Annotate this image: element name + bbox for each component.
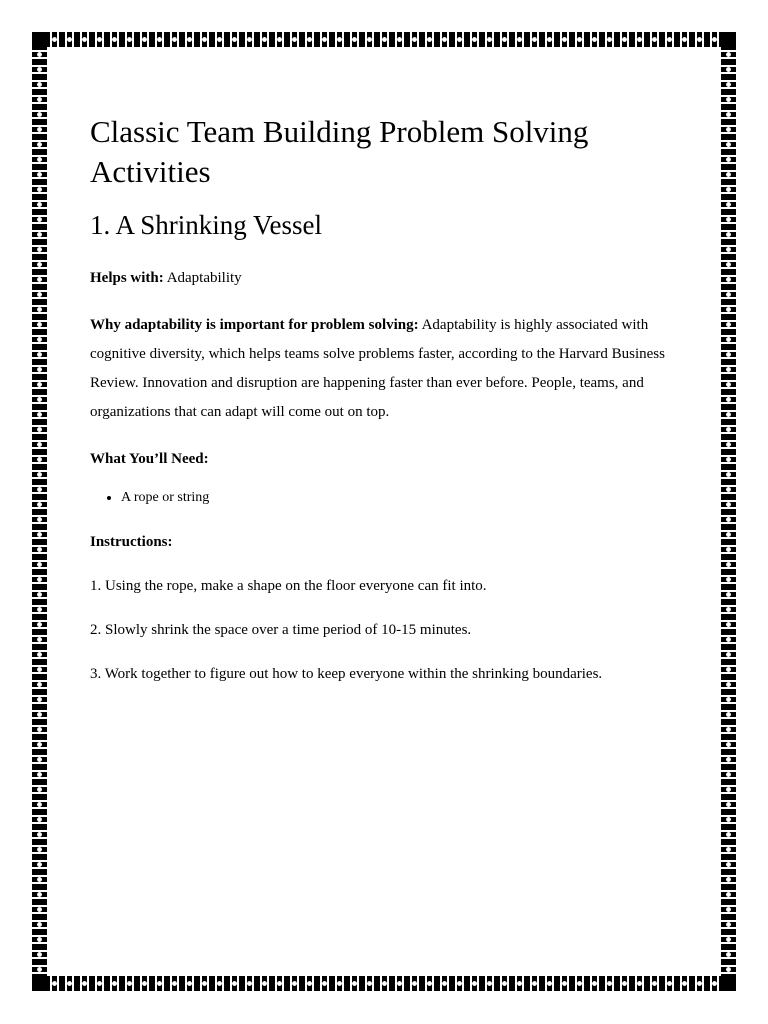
section-heading: 1. A Shrinking Vessel [90, 210, 323, 240]
instruction-step: 3. Work together to figure out how to keep everyone within the shrinking boundaries. [90, 666, 603, 682]
why-paragraph [90, 311, 680, 427]
instruction-step: 1. Using the rope, make a shape on the floor everyone can fit into. [90, 578, 487, 594]
why-text: Adaptability is highly associated with cognitive diversity, which helps teams solve problems faster, according to the Harvard Business Review. Innovation and disruption are happening faster than ever before. People, teams, and organizations that can adapt will come out on top. [90, 317, 665, 420]
decorative-border-left [32, 32, 47, 991]
need-label: What You’ll Need: [90, 451, 209, 467]
instructions-heading [90, 528, 680, 557]
instructions-label: Instructions: [90, 534, 173, 550]
list-item: • A rope or string [121, 484, 680, 512]
decorative-border-bottom [32, 976, 736, 991]
need-list [90, 484, 680, 512]
decorative-border-top [32, 32, 736, 47]
helps-with-label: Helps with: [90, 270, 164, 286]
need-heading [90, 445, 680, 474]
helps-with-value: Adaptability [163, 270, 242, 286]
helps-with-paragraph [90, 264, 680, 293]
border-corner-top-right [721, 32, 736, 47]
border-corner-bottom-left [32, 976, 47, 991]
document-content [90, 112, 680, 704]
instruction-step: 2. Slowly shrink the space over a time period of 10-15 minutes. [90, 622, 472, 638]
border-corner-bottom-right [721, 976, 736, 991]
why-label: Why adaptability is important for problem solving: [90, 317, 419, 333]
border-corner-top-left [32, 32, 47, 47]
decorative-border-right [721, 32, 736, 991]
document-title: Classic Team Building Problem Solving Activities [90, 114, 589, 189]
